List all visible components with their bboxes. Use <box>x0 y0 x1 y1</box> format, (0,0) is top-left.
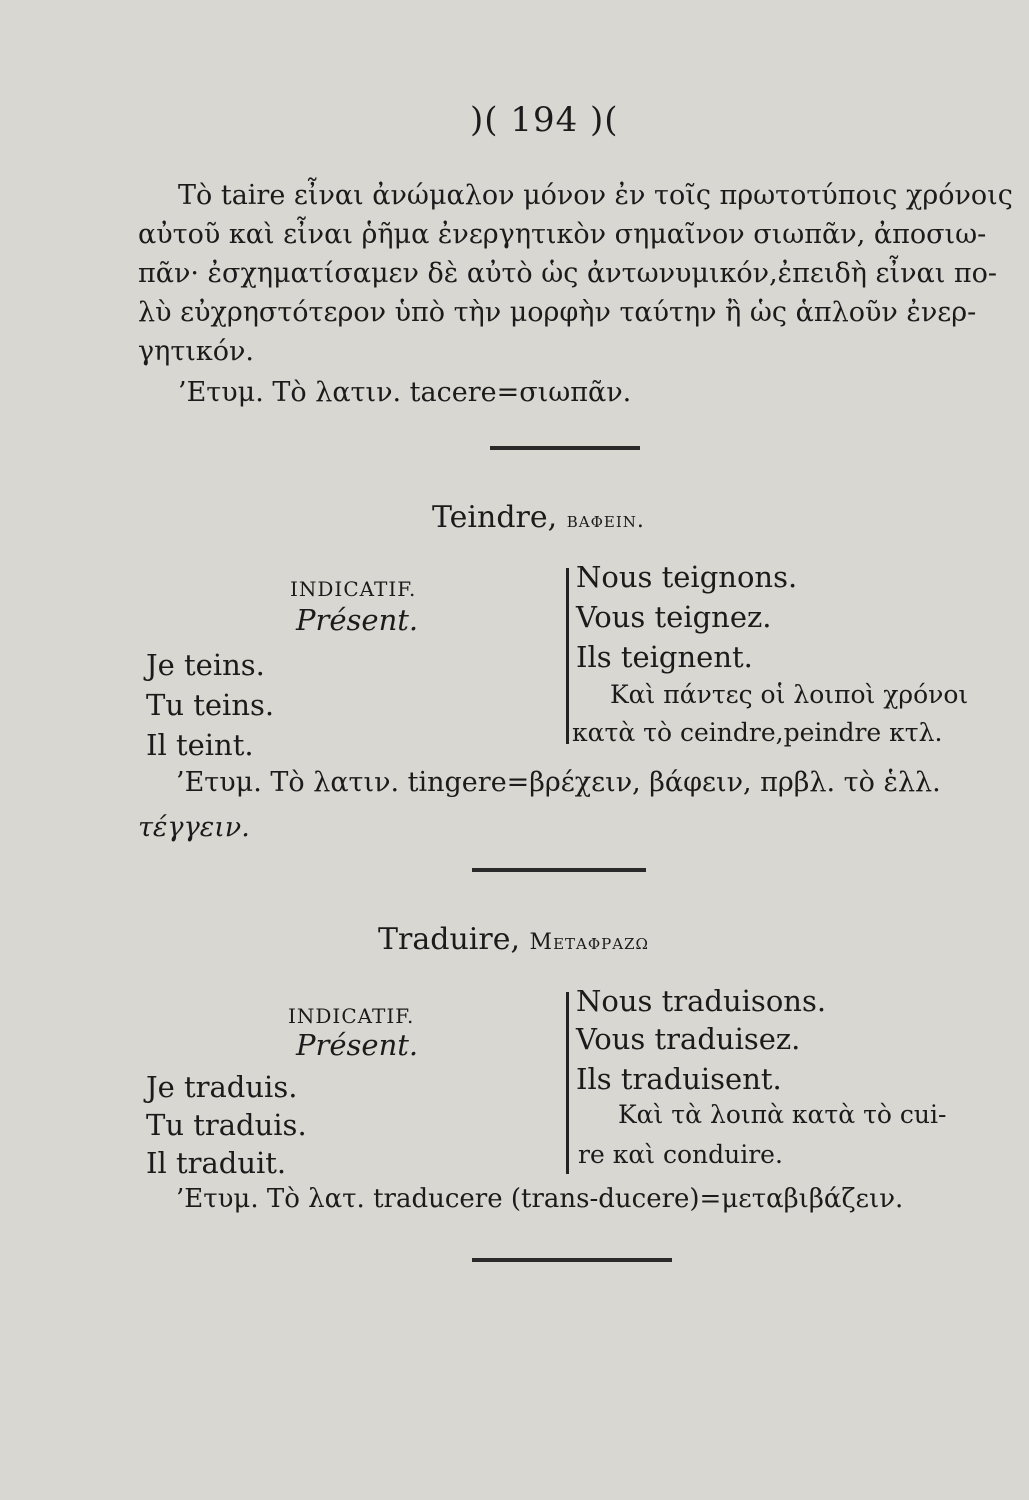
conjugation-left-3: Il teint. <box>146 728 254 762</box>
conjugation-right-3: Ils teignent. <box>576 640 753 674</box>
intro-line-3: πᾶν· ἐσχηματίσαμεν δὲ αὐτὸ ὡς ἀντωνυμικόν,ἐπειδὴ εἶναι πο- <box>138 258 998 289</box>
verb-title: Teindre, <box>432 500 558 535</box>
mood-label: INDICATIF. <box>288 1004 415 1028</box>
tense-label: Présent. <box>296 603 419 637</box>
conjugation-right-3: Ils traduisent. <box>576 1062 782 1096</box>
section-divider <box>490 446 640 450</box>
intro-line-5: γητικόν. <box>138 336 254 367</box>
mood-label: INDICATIF. <box>290 577 417 601</box>
note-line-2: re καὶ conduire. <box>578 1140 783 1169</box>
intro-line-4: λὺ εὐχρηστότερον ὑπὸ τὴν μορφὴν ταύτην ἢ ὡς ἁπλοῦν ἐνερ- <box>138 297 977 328</box>
section-divider <box>472 1258 672 1262</box>
conjugation-left-1: Je teins. <box>146 648 265 682</box>
section-divider <box>472 868 646 872</box>
conjugation-left-3: Il traduit. <box>146 1146 287 1180</box>
column-divider <box>566 992 569 1174</box>
note-line-1: Καὶ πάντες οἱ λοιποὶ χρόνοι <box>610 680 969 709</box>
conjugation-right-2: Vous teignez. <box>576 600 772 634</box>
note-line-1: Καὶ τὰ λοιπὰ κατὰ τὸ cui- <box>618 1100 947 1129</box>
etymology-line-2: τέγγειν. <box>138 812 250 843</box>
conjugation-left-1: Je traduis. <box>146 1070 298 1104</box>
tense-label: Présent. <box>296 1028 419 1062</box>
note-line-2: κατὰ τὸ ceindre,peindre κτλ. <box>572 718 943 747</box>
column-divider <box>566 568 569 744</box>
conjugation-left-2: Tu teins. <box>146 688 275 722</box>
section-title <box>378 922 649 957</box>
intro-etymology: ’Ετυμ. Τὸ λατιν. tacere=σιωπᾶν. <box>178 377 632 408</box>
intro-line-1: Τὸ taire εἶναι ἀνώμαλον μόνον ἐν τοῖς πρωτοτύποις χρόνοις <box>178 180 1013 211</box>
etymology-line-1: ’Ετυμ. Τὸ λατ. traducere (trans-ducere)=μεταβιβάζειν. <box>176 1184 904 1214</box>
verb-title: Traduire, <box>378 922 520 957</box>
conjugation-right-1: Nous teignons. <box>576 560 798 594</box>
greek-title: Μεταφραζω <box>529 930 649 955</box>
greek-title: βαφειν. <box>566 508 645 533</box>
intro-line-2: αὐτοῦ καὶ εἶναι ῥῆμα ἐνεργητικὸν σημαῖνον σιωπᾶν, ἀποσιω- <box>138 219 987 250</box>
etymology-line-1: ’Ετυμ. Τὸ λατιν. tingere=βρέχειν, βάφειν, πρβλ. τὸ ἑλλ. <box>176 767 941 798</box>
section-title <box>432 500 645 535</box>
conjugation-right-2: Vous traduisez. <box>576 1022 801 1056</box>
conjugation-right-1: Nous traduisons. <box>576 984 827 1018</box>
page-number: )( 194 )( <box>470 100 619 140</box>
conjugation-left-2: Tu traduis. <box>146 1108 307 1142</box>
